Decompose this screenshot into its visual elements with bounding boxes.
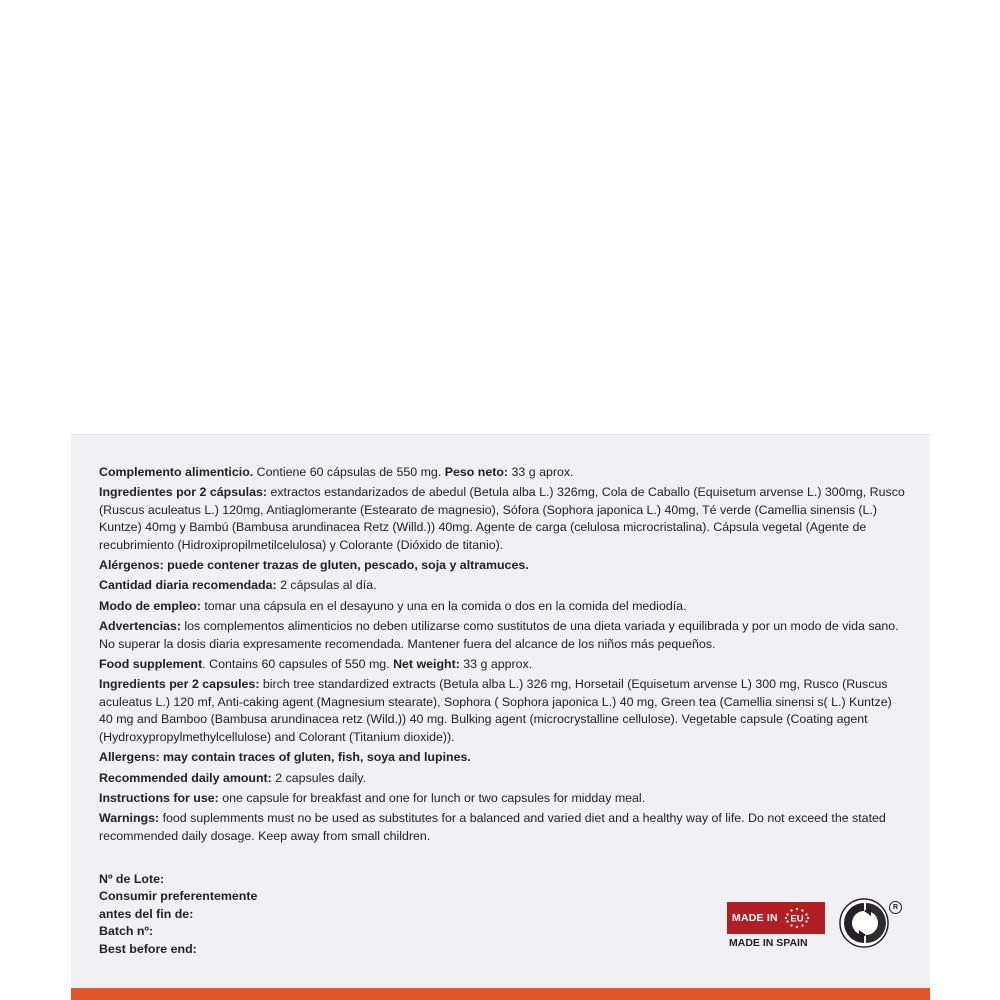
warnings-es (99, 618, 905, 653)
supplement-title-en: Food supplement (99, 657, 203, 672)
label-text-block (99, 464, 905, 848)
made-in-eu-box (727, 902, 825, 934)
net-weight-value-en: 33 g approx. (459, 657, 533, 672)
warnings-label-en: Warnings: (99, 811, 160, 826)
ingredients-label-es: Ingredientes por 2 cápsulas: (99, 485, 268, 500)
ingredients-en (99, 676, 905, 746)
warnings-en (99, 810, 905, 845)
daily-amount-es (99, 577, 905, 594)
warnings-text-es: los complementos alimenticios no deben utilizarse como sustitutos de una dieta variada y equilibrada y por un modo de vida sano. No superar la dosis diaria expresamente recomendada. Mantener fuera del alcance de los niños más pequeños. (99, 619, 899, 651)
registered-mark-icon (889, 901, 902, 914)
net-weight-label-en: Net weight: (393, 657, 460, 672)
registered-mark-text: R (892, 904, 899, 911)
made-in-spain-text: MADE IN SPAIN (729, 937, 808, 949)
daily-label-en: Recommended daily amount: (99, 770, 272, 785)
orange-bottom-stripe (71, 988, 930, 1000)
supplement-title-es: Complemento alimenticio. (99, 465, 254, 479)
made-in-eu-badge (727, 902, 827, 936)
supplement-info-en (99, 656, 905, 673)
usage-label-es: Modo de empleo: (99, 598, 201, 613)
usage-text-en: one capsule for breakfast and one for lunch or two capsules for midday meal. (218, 790, 646, 805)
supplement-text-en: . Contains 60 capsules of 550 mg. (202, 657, 394, 672)
label-panel (71, 434, 930, 991)
consume-before-label-line1: Consumir preferentemente (99, 889, 258, 904)
warnings-text-en: food suplemments must no be used as substitutes for a balanced and varied diet and a healthy way of life. Do not exceed the stated recommended daily dosage. Keep away from small children. (99, 811, 886, 843)
green-dot-recycle-icon (838, 897, 890, 949)
net-weight-label-es: Peso neto: (444, 465, 509, 479)
ingredients-text-en: birch tree standardized extracts (Betula alba L.) 326 mg, Horsetail (Equisetum arvense L) 300 mg, Rusco (Ruscus aculeatus L.) 120 mf, Anti-caking agent (Magnesium stearate), Sophora ( Sophora japonica L.) 40 mg, Green tea (Camellia sinensi s( L.) Kuntze) 40 mg and Bamboo (Bambusa arundinacea retz (Wild.)) 40 mg. Bulking agent (microcrystalline cellulose). Vegetable capsule (Coating agent (Hydroxypropylmethylcellulose) and Colorant (Titanium dioxide)). (99, 677, 892, 744)
consume-before-label-line2: antes del fin de: (99, 906, 194, 921)
batch-number-label: Batch nº: (99, 924, 154, 939)
supplement-info-es (99, 464, 905, 481)
eu-stars-icon (782, 907, 812, 929)
daily-label-es: Cantidad diaria recomendada: (99, 578, 277, 593)
supplement-text-es: Contiene 60 cápsulas de 550 mg. (253, 465, 445, 479)
lot-info (99, 871, 329, 958)
usage-text-es: tomar una cápsula en el desayuno y una en la comida o dos en la comida del mediodía. (200, 598, 687, 613)
usage-label-en: Instructions for use: (99, 790, 219, 805)
lot-number-label: Nº de Lote: (99, 872, 165, 886)
daily-text-es: 2 cápsulas al día. (276, 578, 377, 593)
warnings-label-es: Advertencias: (99, 619, 181, 634)
eu-text: EU (790, 913, 804, 925)
ingredients-label-en: Ingredients per 2 capsules: (99, 677, 260, 692)
allergens-es: Alérgenos: puede contener trazas de gluten, pescado, soja y altramuces. (99, 558, 529, 573)
ingredients-es (99, 484, 905, 554)
made-in-text: MADE IN (732, 912, 778, 924)
daily-text-en: 2 capsules daily. (271, 770, 366, 785)
ingredients-text-es: extractos estandarizados de abedul (Betula alba L.) 326mg, Cola de Caballo (Equisetum arvense L.) 300mg, Rusco (Ruscus aculeatus L.) 120mg, Antiaglomerante (Estearato de magnesio), Sófora (Sophora japonica L.) 40mg, Té verde (Camellia sinensis (L.) Kuntze) 40mg y Bambú (Bambusa arundinacea Retz (Willd.)) 40mg. Agente de carga (celulosa microcristalina). Cápsula vegetal (Agente de recubrimiento (Hidroxipropilmetilcelulosa) y Colorante (Dióxido de titanio). (99, 485, 905, 552)
best-before-label: Best before end: (99, 941, 197, 956)
usage-es (99, 598, 905, 615)
allergens-en: Allergens: may contain traces of gluten, fish, soya and lupines. (99, 750, 471, 765)
daily-amount-en (99, 770, 905, 787)
usage-en (99, 790, 905, 807)
net-weight-value-es: 33 g aprox. (508, 465, 574, 479)
